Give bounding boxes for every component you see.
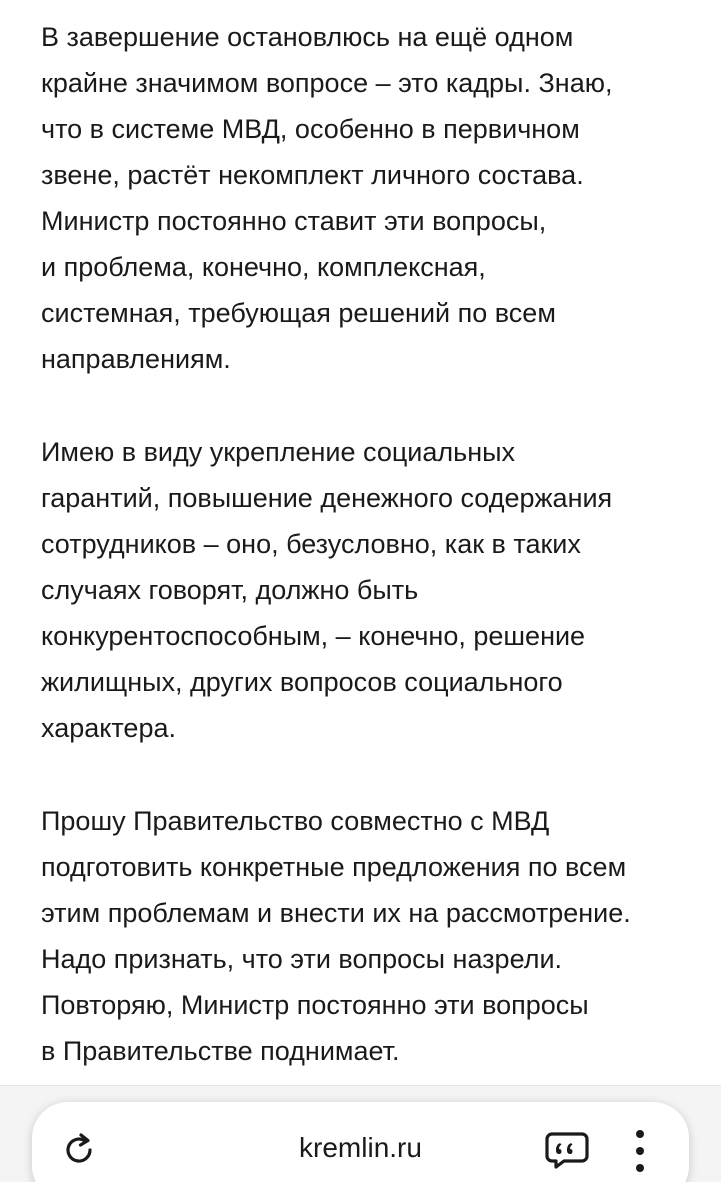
text-line: жилищных, других вопросов социального [41, 667, 563, 697]
text-line: Повторяю, Министр постоянно эти вопросы [41, 990, 589, 1020]
text-line: системная, требующая решений по всем [41, 298, 556, 328]
text-line: Министр постоянно ставит эти вопросы, [41, 206, 547, 236]
text-line: В завершение остановлюсь на ещё одном [41, 22, 574, 52]
text-line: характера. [41, 713, 176, 743]
text-line: направлениям. [41, 344, 231, 374]
text-line: случаях говорят, должно быть [41, 575, 419, 605]
text-line: этим проблемам и внести их на рассмотрение. [41, 898, 631, 928]
paragraph-2 [41, 429, 691, 751]
text-line: подготовить конкретные предложения по всем [41, 852, 627, 882]
paragraph-1 [41, 14, 691, 382]
text-line: крайне значимом вопросе – это кадры. Знаю, [41, 68, 613, 98]
text-line: в Правительстве поднимает. [41, 1036, 400, 1066]
text-line: Прошу Правительство совместно с МВД [41, 806, 550, 836]
text-line: и проблема, конечно, комплексная, [41, 252, 486, 282]
article-body [41, 14, 691, 1121]
text-line: сотрудников – оно, безусловно, как в таких [41, 529, 581, 559]
paragraph-3 [41, 798, 691, 1074]
text-line: что в системе МВД, особенно в первичном [41, 114, 580, 144]
browser-address-bar[interactable] [32, 1102, 689, 1182]
text-line: Имею в виду укрепление социальных [41, 437, 516, 467]
more-vertical-icon[interactable] [628, 1128, 652, 1174]
quote-bubble-icon[interactable] [544, 1130, 590, 1170]
text-line: Надо признать, что эти вопросы назрели. [41, 944, 563, 974]
url-text[interactable]: kremlin.ru [299, 1132, 422, 1163]
text-line: конкурентоспособным, – конечно, решение [41, 621, 586, 651]
text-line: звене, растёт некомплект личного состава. [41, 160, 584, 190]
text-line: гарантий, повышение денежного содержания [41, 483, 613, 513]
